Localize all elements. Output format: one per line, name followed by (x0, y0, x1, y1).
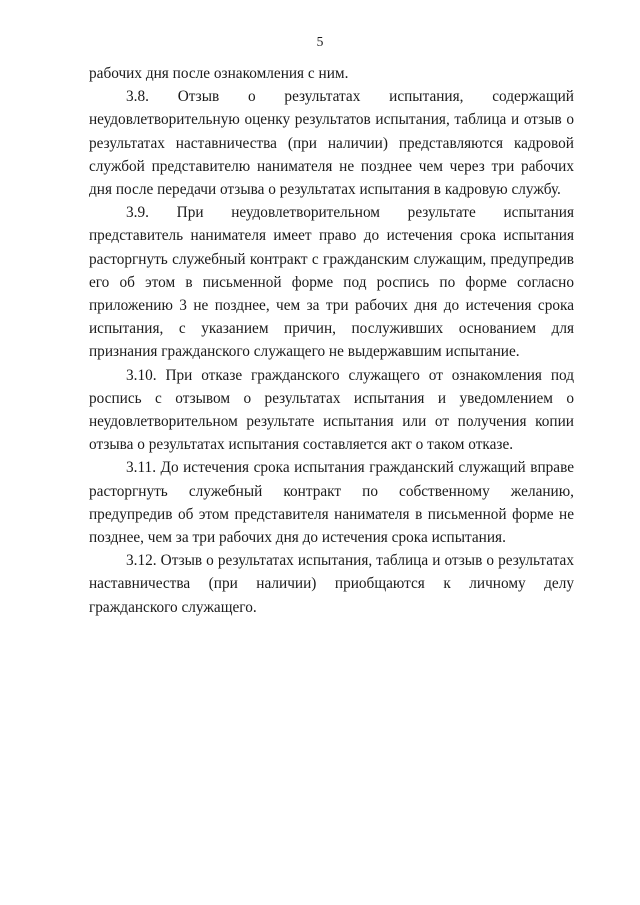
paragraph-3-11: 3.11. До истечения срока испытания гражданский служащий вправе расторгнуть служебный контракт по собственному желанию, предупредив об этом представителя нанимателя в письменной форме не позднее, чем за три рабочих дня до истечения срока испытания. (89, 459, 574, 547)
document-body (89, 62, 574, 619)
page-number: 5 (316, 34, 324, 49)
paragraph-3-8: 3.8. Отзыв о результатах испытания, содержащий неудовлетворительную оценку результатов испытания, таблица и отзыв о результатах наставничества (при наличии) представляются кадровой службой представителю нанимателя не позднее чем через три рабочих дня после передачи отзыва о результатах испытания в кадровую службу. (89, 88, 574, 199)
paragraph-continuation: рабочих дня после ознакомления с ним. (89, 65, 349, 82)
paragraph-3-10: 3.10. При отказе гражданского служащего от ознакомления под роспись с отзывом о результатах испытания и уведомлением о неудовлетворительном результате испытания или от получения копии отзыва о результатах испытания составляется акт о таком отказе. (89, 366, 574, 454)
paragraph-3-12: 3.12. Отзыв о результатах испытания, таблица и отзыв о результатах наставничества (при наличии) приобщаются к личному делу гражданского служащего. (89, 552, 574, 616)
paragraph-3-9: 3.9. При неудовлетворительном результате испытания представитель нанимателя имеет право до истечения срока испытания расторгнуть служебный контракт с гражданским служащим, предупредив его об этом в письменной форме под роспись по форме согласно приложению 3 не позднее, чем за три рабочих дня до истечения срока испытания, с указанием причин, послуживших основанием для признания гражданского служащего не выдержавшим испытание. (89, 204, 574, 361)
